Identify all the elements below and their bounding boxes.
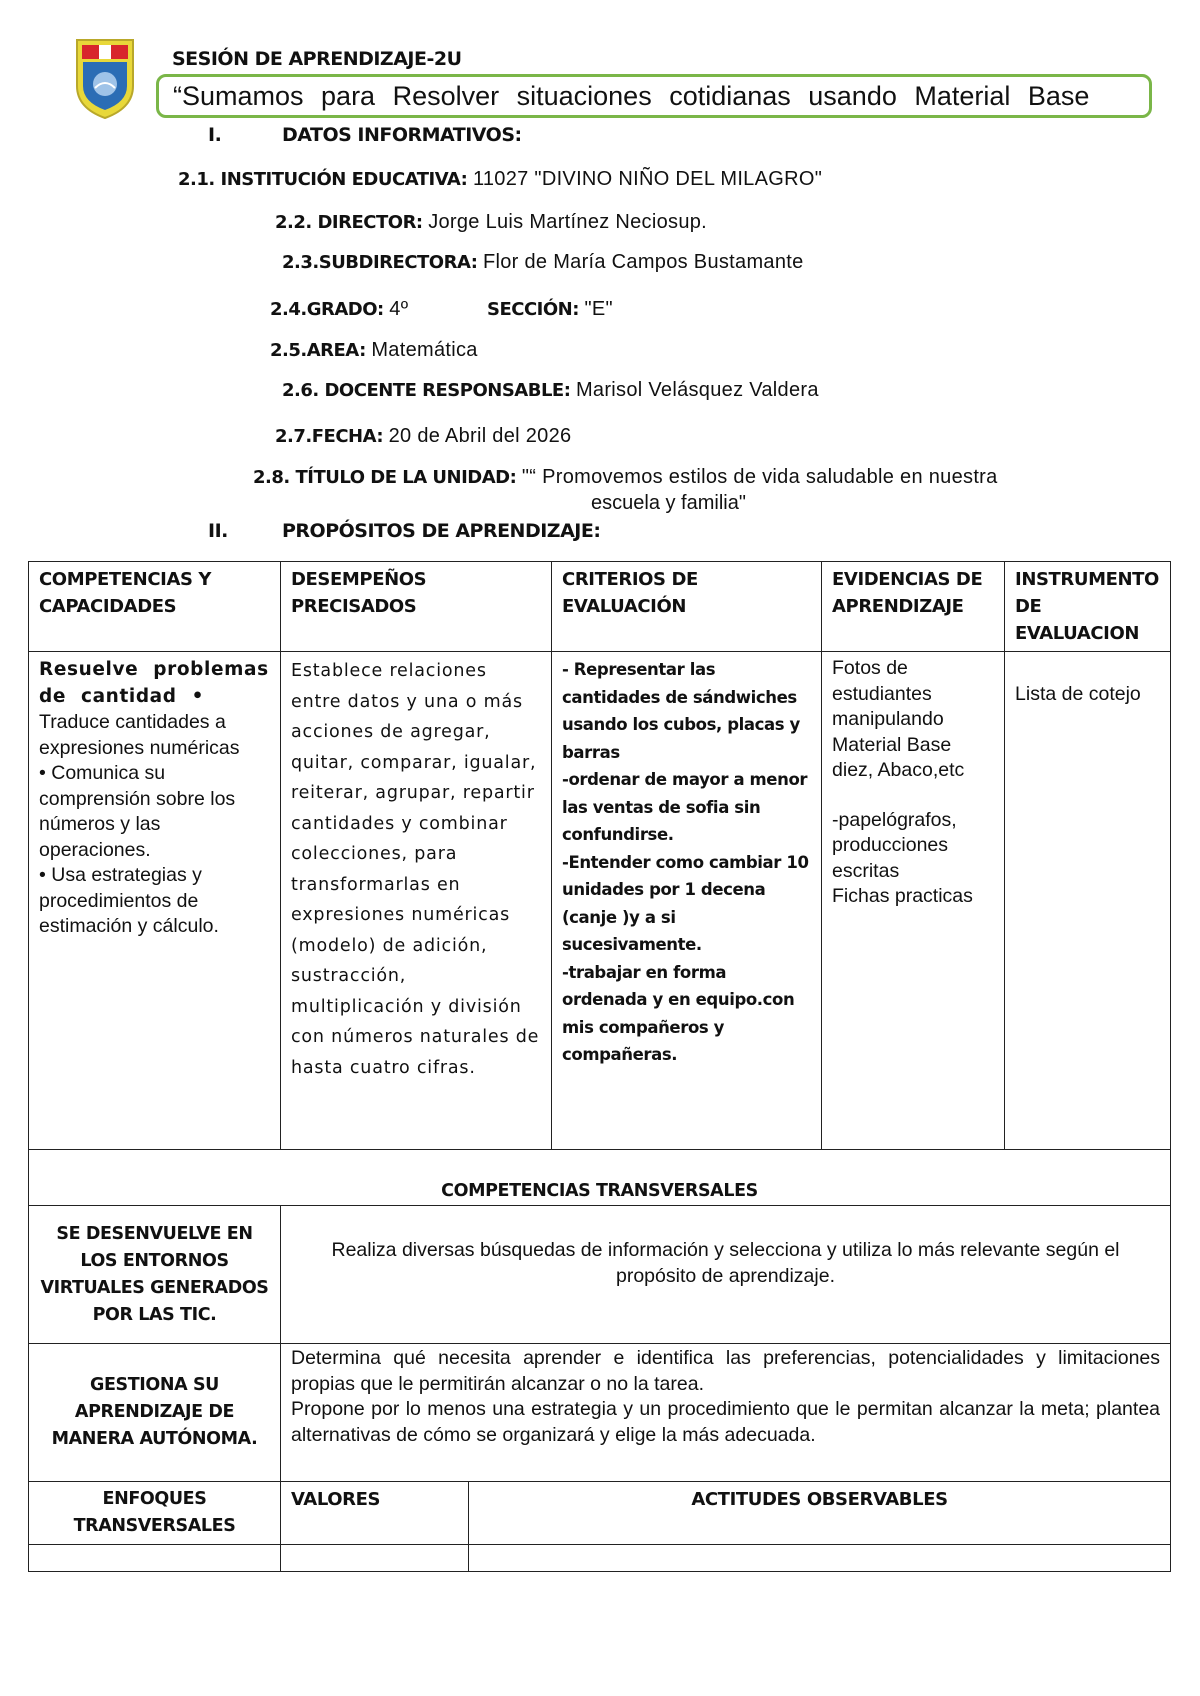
info-fecha [275, 425, 571, 448]
fecha-value: 20 de Abril del 2026 [388, 425, 572, 447]
section-2-title: PROPÓSITOS DE APRENDIZAJE: [282, 520, 601, 542]
evidencia-3: Fichas practicas [832, 885, 973, 907]
transversales-title-row [29, 1150, 1171, 1206]
institucion-value: 11027 "DIVINO NIÑO DEL MILAGRO" [472, 168, 823, 190]
criterio-3: -Entender como cambiar 10 unidades por 1 decena (canje )y a si sucesivamente. [562, 852, 809, 954]
tic-row [29, 1206, 1171, 1344]
grado-value: 4º [389, 298, 409, 320]
grado-label: 2.4.GRADO: [270, 299, 384, 320]
criterio-2: -ordenar de mayor a menor las ventas de sofia sin confundirse. [562, 770, 808, 844]
subdirectora-label: 2.3.SUBDIRECTORA: [282, 252, 478, 273]
info-seccion [487, 298, 613, 321]
section-1-title: DATOS INFORMATIVOS: [282, 124, 522, 146]
autonoma-text-1: Determina qué necesita aprender e identifica las preferencias, potencialidades y limitaciones propias que le permitirán alcanzar o no la tarea. [291, 1347, 1161, 1395]
titulo-value-line2: escuela y familia" [591, 492, 746, 514]
instrumento-cell [1005, 652, 1171, 1150]
criterio-4: -trabajar en forma ordenada y en equipo.con mis compañeros y compañeras. [562, 962, 795, 1064]
session-title: SESIÓN DE APRENDIZAJE-2U [172, 48, 462, 70]
info-area [270, 339, 478, 362]
competencia-line-2: • Comunica su comprensión sobre los números y las operaciones. [39, 762, 236, 861]
competencia-line-1: Traduce cantidades a expresiones numéricas [39, 711, 240, 759]
enfoques-empty-row [29, 1545, 1171, 1572]
competencia-line-3: • Usa estrategias y procedimientos de estimación y cálculo. [39, 864, 219, 937]
autonoma-text-2: Propone por lo menos una estrategia y un procedimiento que le permitan alcanzar la meta; plantea alternativas de cómo se organizará y elige la más adecuada. [291, 1398, 1161, 1446]
empty-cell [29, 1545, 281, 1572]
area-label: 2.5.AREA: [270, 340, 366, 361]
criterios-cell [552, 652, 822, 1150]
section-2-number: II. [208, 520, 228, 542]
autonoma-row [29, 1344, 1171, 1482]
school-logo [73, 34, 137, 120]
section-1-number: I. [208, 124, 222, 146]
tic-text: Realiza diversas búsquedas de información y selecciona y utiliza lo más relevante según el propósito de aprendizaje. [281, 1206, 1171, 1344]
criterio-1: - Representar las cantidades de sándwiches usando los cubos, placas y barras [562, 660, 800, 762]
info-subdirectora [282, 251, 804, 274]
header-desempenos: DESEMPEÑOS PRECISADOS [281, 562, 552, 652]
table-header-row [29, 562, 1171, 652]
empty-cell [281, 1545, 469, 1572]
institucion-label: 2.1. INSTITUCIÓN EDUCATIVA: [178, 169, 468, 190]
header-criterios: CRITERIOS DE EVALUACIÓN [552, 562, 822, 652]
tic-label: SE DESENVUELVE EN LOS ENTORNOS VIRTUALES GENERADOS POR LAS TIC. [29, 1206, 281, 1344]
titulo-label: 2.8. TÍTULO DE LA UNIDAD: [253, 467, 517, 488]
table-content-row [29, 652, 1171, 1150]
autonoma-cell [281, 1344, 1171, 1482]
info-grado [270, 298, 408, 321]
session-main-title: “Sumamos para Resolver situaciones cotidianas usando Material Base [156, 74, 1152, 118]
competencia-title: Resuelve problemas de cantidad • [39, 659, 269, 707]
evidencia-1: Fotos de estudiantes manipulando Material Base diez, Abaco,etc [832, 657, 965, 781]
docente-value: Marisol Velásquez Valdera [575, 379, 819, 401]
empty-cell [469, 1545, 1171, 1572]
autonoma-label: GESTIONA SU APRENDIZAJE DE MANERA AUTÓNOMA. [29, 1344, 281, 1482]
desempenos-cell [281, 652, 552, 1150]
instrumento-text: Lista de cotejo [1015, 683, 1141, 705]
learning-purposes-table [28, 561, 1171, 1572]
director-label: 2.2. DIRECTOR: [275, 212, 423, 233]
evidencia-2: -papelógrafos, producciones escritas [832, 808, 957, 882]
info-titulo [253, 466, 998, 489]
fecha-label: 2.7.FECHA: [275, 426, 384, 447]
seccion-value: "E" [584, 298, 613, 320]
info-institucion [178, 168, 822, 191]
valores-label: VALORES [281, 1482, 469, 1545]
competencias-transversales-title: COMPETENCIAS TRANSVERSALES [29, 1150, 1171, 1206]
subdirectora-value: Flor de María Campos Bustamante [483, 251, 804, 273]
docente-label: 2.6. DOCENTE RESPONSABLE: [282, 380, 571, 401]
enfoques-header-row [29, 1482, 1171, 1545]
header-evidencias: EVIDENCIAS DE APRENDIZAJE [822, 562, 1005, 652]
header-instrumento: INSTRUMENTO DE EVALUACION [1005, 562, 1171, 652]
competencias-cell [29, 652, 281, 1150]
actitudes-label: ACTITUDES OBSERVABLES [469, 1482, 1171, 1545]
info-director [275, 211, 707, 234]
header-competencias: COMPETENCIAS Y CAPACIDADES [29, 562, 281, 652]
desempeno-text: Establece relaciones entre datos y una o más acciones de agregar, quitar, comparar, igualar, reiterar, agrupar, repartir cantidades y combinar colecciones, para transformarlas en expresiones numéricas (modelo) de adición, sustracción, multiplicación y división con números naturales de hasta cuatro cifras. [291, 661, 540, 1078]
enfoques-label: ENFOQUES TRANSVERSALES [29, 1482, 281, 1545]
director-value: Jorge Luis Martínez Neciosup. [428, 211, 708, 233]
seccion-label: SECCIÓN: [487, 299, 579, 320]
info-docente [282, 379, 819, 402]
titulo-value-line1: "“ Promovemos estilos de vida saludable en nuestra [521, 466, 998, 488]
area-value: Matemática [371, 339, 478, 361]
evidencias-cell [822, 652, 1005, 1150]
